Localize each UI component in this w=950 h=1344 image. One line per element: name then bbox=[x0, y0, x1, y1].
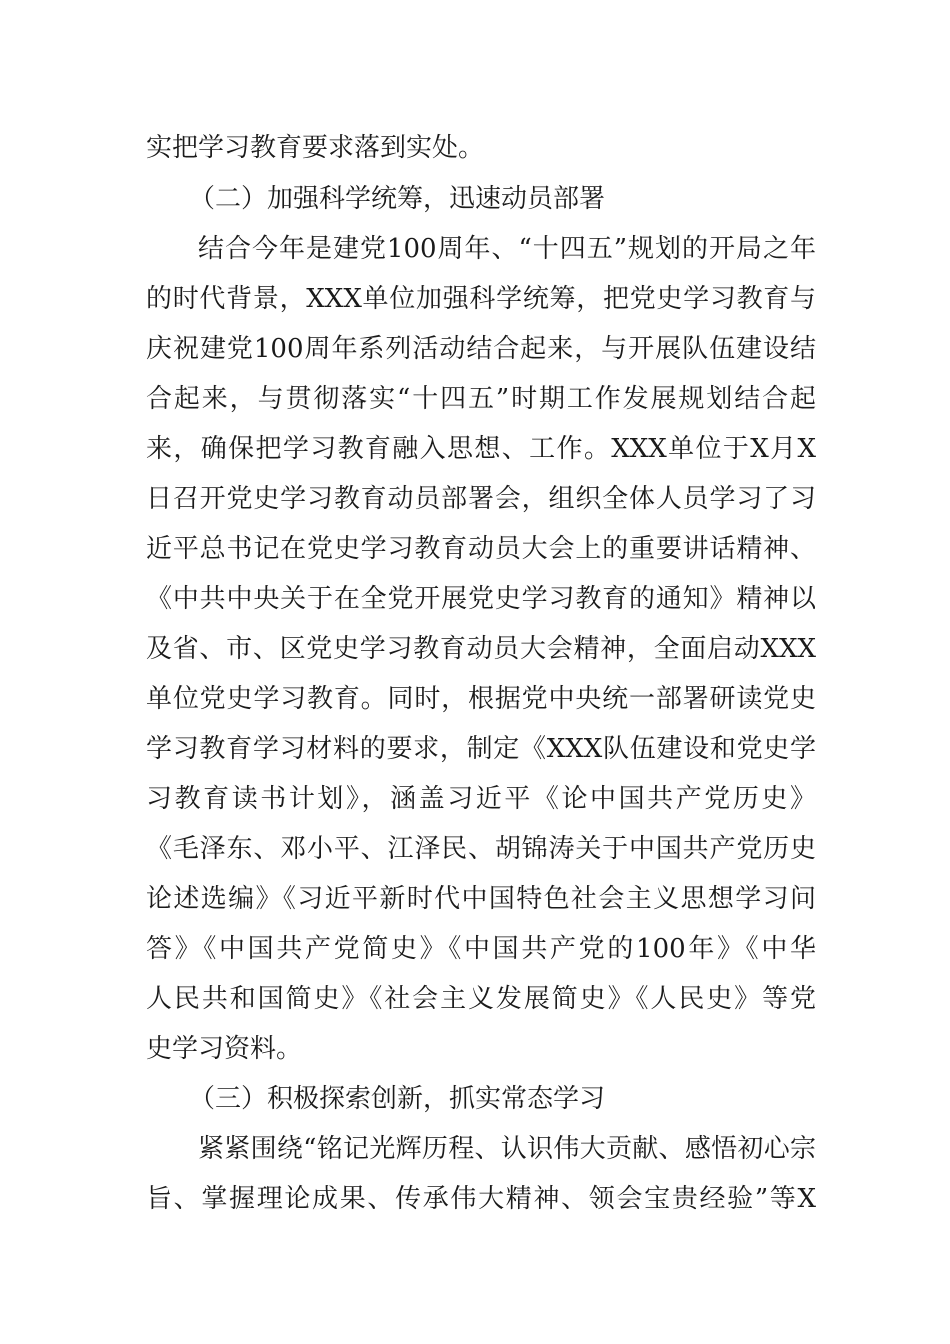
text-line: 史学习资料。 bbox=[146, 1034, 303, 1064]
text-line: 结合今年是建党100周年、“十四五”规划的开局之年 bbox=[198, 234, 816, 264]
section-heading-2: （二）加强科学统筹，迅速动员部署 bbox=[189, 184, 606, 214]
text-line: 庆祝建党100周年系列活动结合起来，与开展队伍建设结 bbox=[146, 334, 816, 364]
text-line: 合起来，与贯彻落实“十四五”时期工作发展规划结合起 bbox=[146, 384, 816, 414]
text-line: 旨、掌握理论成果、传承伟大精神、领会宝贵经验”等X bbox=[146, 1184, 816, 1214]
text-line: 学习教育学习材料的要求，制定《XXX队伍建设和党史学 bbox=[146, 734, 816, 764]
text-line: 紧紧围绕“铭记光辉历程、认识伟大贡献、感悟初心宗 bbox=[198, 1134, 816, 1164]
text-line: 人民共和国简史》《社会主义发展简史》《人民史》等党 bbox=[146, 984, 816, 1014]
text-line: 实把学习教育要求落到实处。 bbox=[146, 133, 485, 163]
text-line: 近平总书记在党史学习教育动员大会上的重要讲话精神、 bbox=[146, 534, 816, 564]
text-line: 单位党史学习教育。同时，根据党中央统一部署研读党史 bbox=[146, 684, 816, 714]
text-line: 论述选编》《习近平新时代中国特色社会主义思想学习问 bbox=[146, 884, 816, 914]
text-line: 《中共中央关于在全党开展党史学习教育的通知》精神以 bbox=[146, 584, 816, 614]
text-line: 的时代背景，XXX单位加强科学统筹，把党史学习教育与 bbox=[146, 284, 816, 314]
text-line: 来，确保把学习教育融入思想、工作。XXX单位于X月X bbox=[146, 434, 816, 464]
text-line: 答》《中国共产党简史》《中国共产党的100年》《中华 bbox=[146, 934, 816, 964]
text-line: 《毛泽东、邓小平、江泽民、胡锦涛关于中国共产党历史 bbox=[146, 834, 816, 864]
text-line: 日召开党史学习教育动员部署会，组织全体人员学习了习 bbox=[146, 484, 816, 514]
section-heading-3: （三）积极探索创新，抓实常态学习 bbox=[189, 1084, 606, 1114]
text-line: 及省、市、区党史学习教育动员大会精神，全面启动XXX bbox=[146, 634, 816, 664]
text-line: 习教育读书计划》，涵盖习近平《论中国共产党历史》 bbox=[146, 784, 816, 814]
